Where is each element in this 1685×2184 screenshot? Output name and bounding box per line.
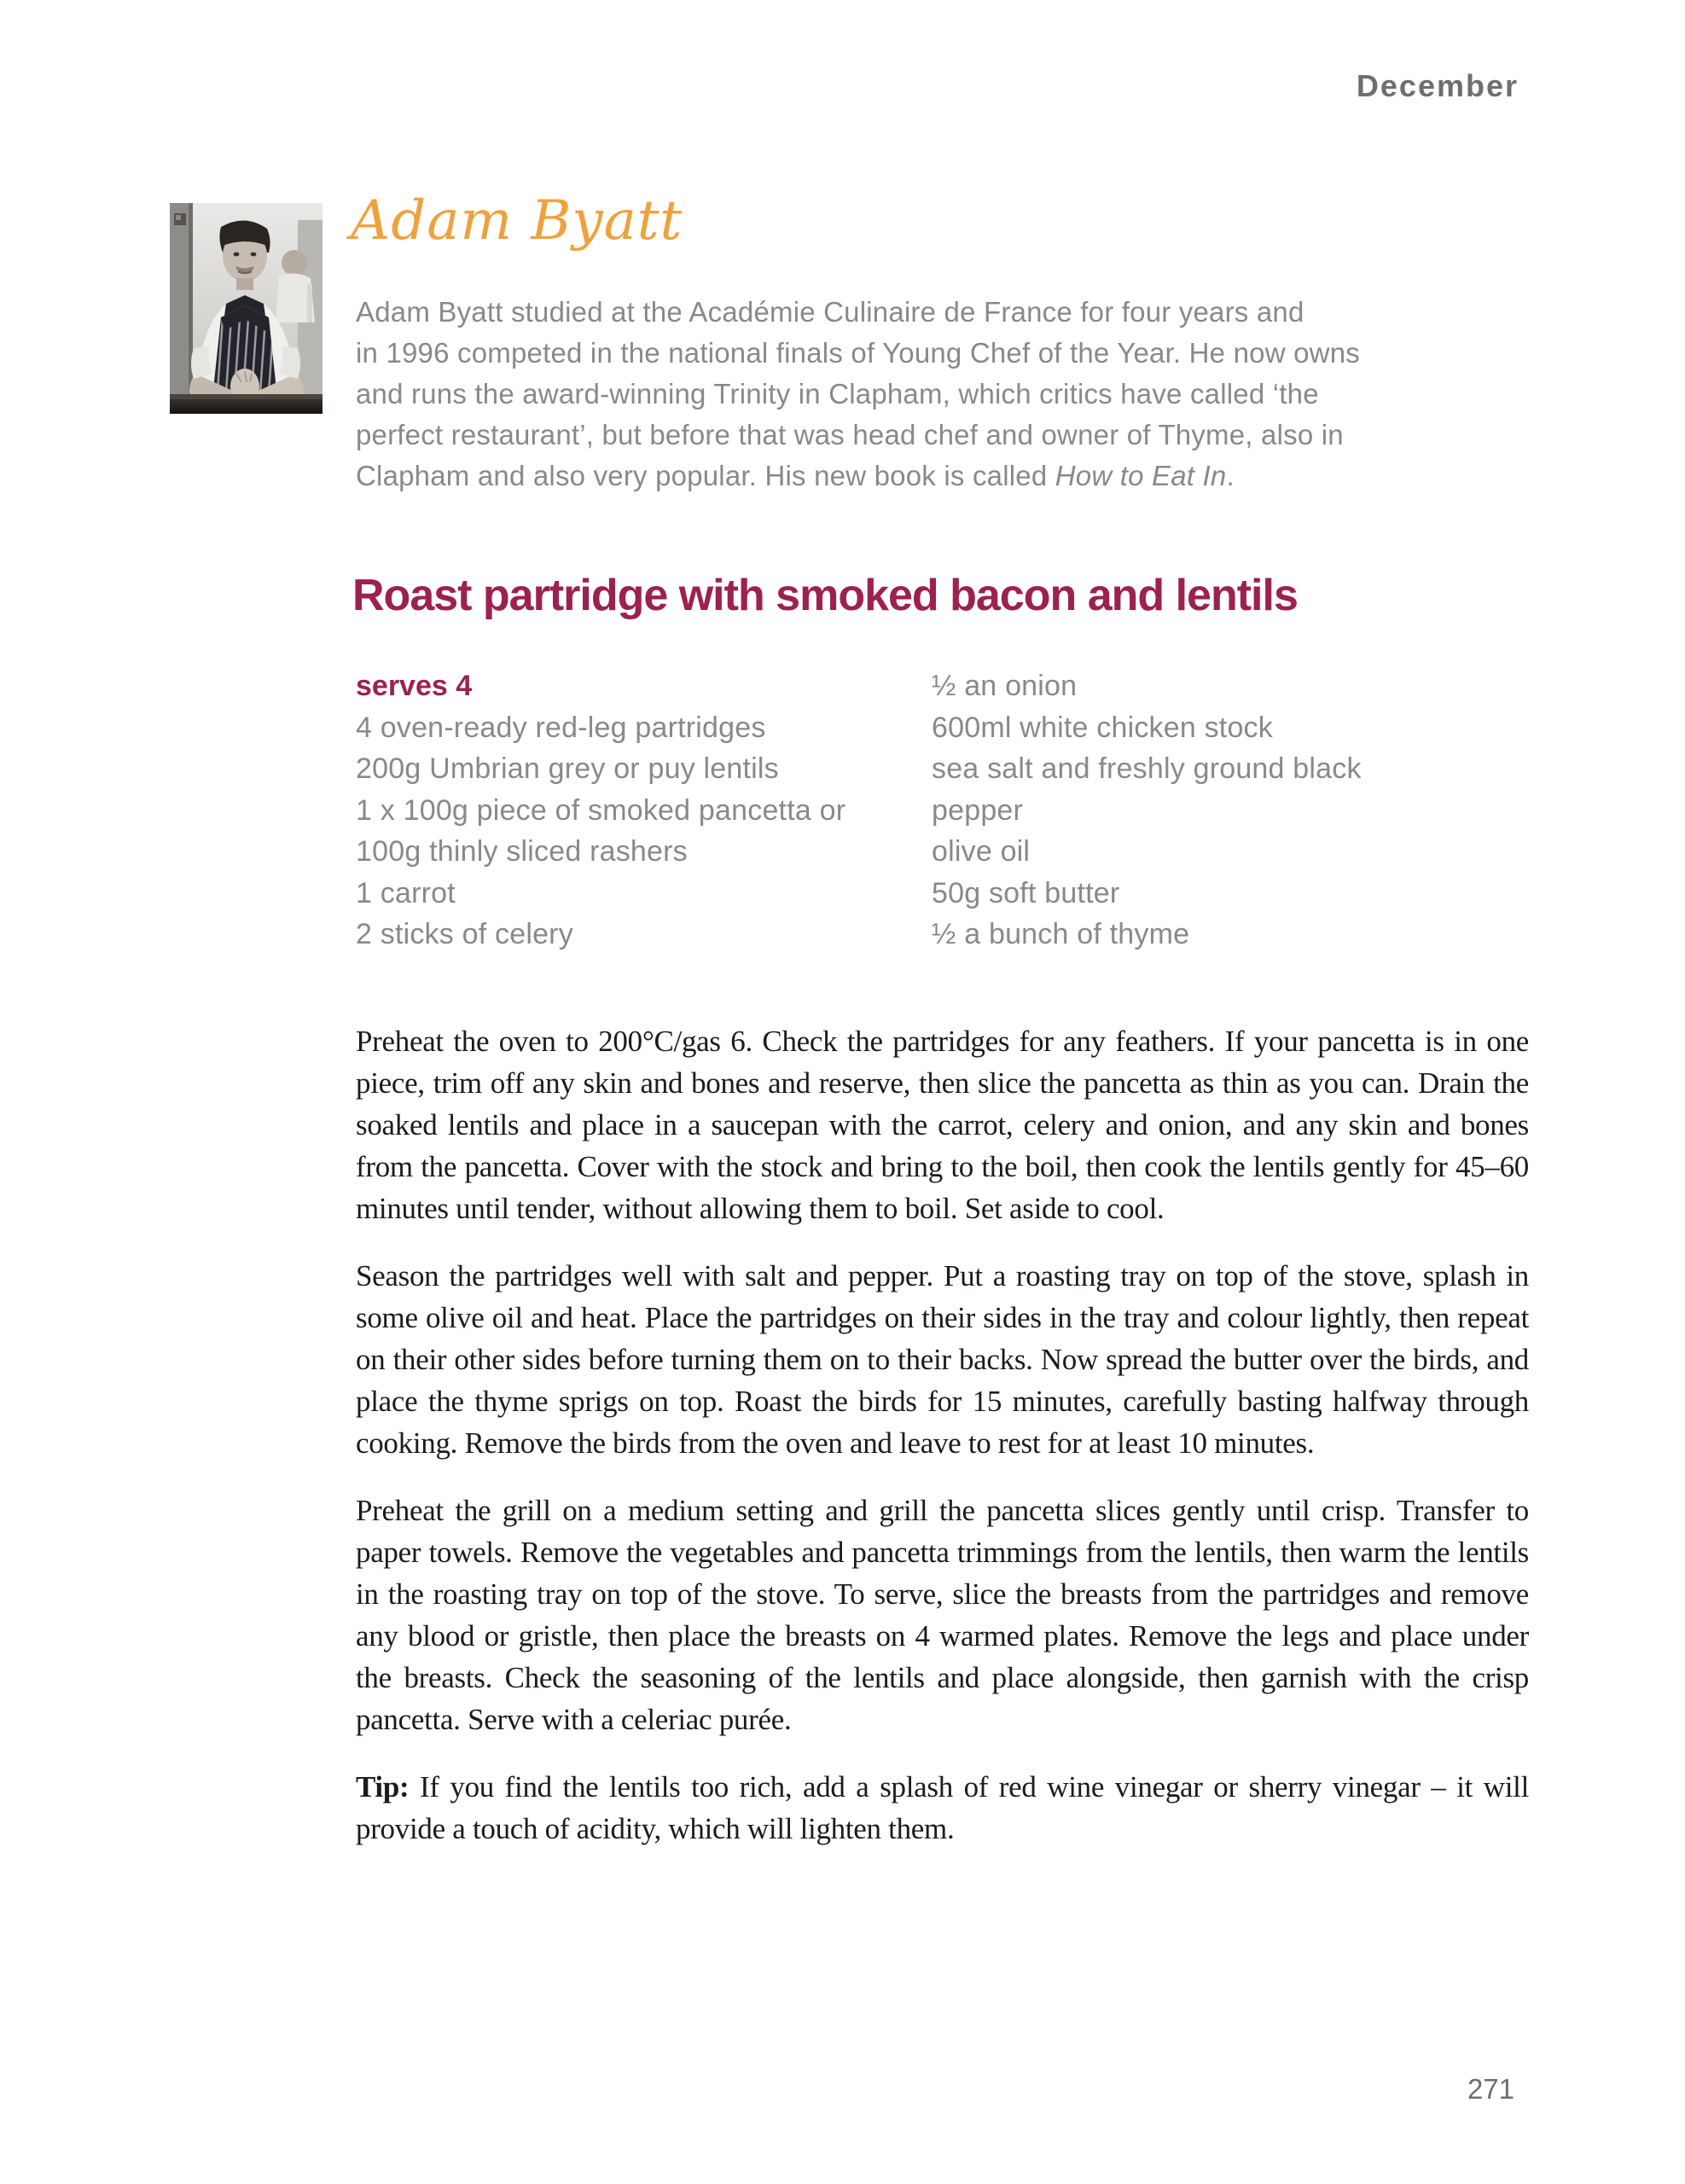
bio-line: in 1996 competed in the national finals of Young Chef of the Year. He now owns bbox=[356, 337, 1360, 369]
recipe-title: Roast partridge with smoked bacon and lentils bbox=[352, 571, 1298, 620]
recipe-method bbox=[356, 1020, 1529, 1875]
ingredient-item: 2 sticks of celery bbox=[356, 918, 573, 950]
chef-bio bbox=[356, 292, 1360, 497]
method-paragraph: Preheat the oven to 200°C/gas 6. Check the partridges for any feathers. If your pancetta is in one piece, trim off any skin and bones and reserve, then slice the pancetta as thin as you can. Drain the soaked lentils and place in a saucepan with the carrot, celery and onion, and any skin and bones from the pancetta. Cover with the stock and bring to the boil, then cook the lentils gently for 45–60 minutes until tender, without allowing them to boil. Set aside to cool. bbox=[356, 1025, 1529, 1225]
bio-line: Adam Byatt studied at the Académie Culinaire de France for four years and bbox=[356, 296, 1304, 328]
ingredient-item: pepper bbox=[932, 793, 1024, 827]
ingredient-item: 1 carrot bbox=[356, 876, 456, 909]
ingredients-column-left bbox=[356, 665, 944, 956]
page-number: 271 bbox=[1467, 2073, 1514, 2105]
ingredients-column-right bbox=[932, 665, 1495, 956]
ingredient-item: 600ml white chicken stock bbox=[932, 711, 1273, 744]
bio-text-end: . bbox=[1226, 460, 1235, 491]
ingredient-item: ½ a bunch of thyme bbox=[932, 918, 1190, 950]
ingredient-item: 200g Umbrian grey or puy lentils bbox=[356, 752, 779, 785]
book-title: How to Eat In bbox=[1055, 460, 1227, 491]
bio-text: Clapham and also very popular. His new book is called bbox=[356, 460, 1055, 491]
method-paragraph: Preheat the grill on a medium setting and grill the pancetta slices gently until crisp. Transfer to paper towels. Remove the vegetables and pancetta trimmings from the lentils, then warm the lentils in the roasting tray on top of the stove. To serve, slice the breasts from the partridges and remove any blood or gristle, then place the breasts on 4 warmed plates. Remove the legs and place under the breasts. Check the seasoning of the lentils and place alongside, then garnish with the crisp pancetta. Serve with a celeriac purée. bbox=[356, 1494, 1529, 1736]
ingredient-item: ½ an onion bbox=[932, 670, 1078, 702]
serves-label: serves 4 bbox=[356, 670, 473, 702]
method-paragraph: Season the partridges well with salt and pepper. Put a roasting tray on top of the stove, splash in some olive oil and heat. Place the partridges on their sides in the tray and colour lightly, then repeat on their other sides before turning them on to their backs. Now spread the butter over the birds, and place the thyme sprigs on top. Roast the birds for 15 minutes, carefully basting halfway through cooking. Remove the birds from the oven and leave to rest for at least 10 minutes. bbox=[356, 1259, 1529, 1460]
bio-line: perfect restaurant’, but before that was head chef and owner of Thyme, also in bbox=[356, 419, 1344, 450]
ingredient-item: olive oil bbox=[932, 835, 1031, 868]
section-label: December bbox=[1356, 68, 1519, 103]
bio-line: and runs the award-winning Trinity in Clapham, which critics have called ‘the bbox=[356, 378, 1319, 410]
bio-line-last bbox=[356, 456, 1360, 497]
ingredient-item: 50g soft butter bbox=[932, 876, 1120, 909]
tip-paragraph bbox=[356, 1766, 1529, 1850]
ingredient-item: sea salt and freshly ground black bbox=[932, 752, 1362, 785]
chef-photo bbox=[170, 203, 322, 414]
ingredient-item: 100g thinly sliced rashers bbox=[356, 835, 688, 868]
tip-text: If you find the lentils too rich, add a splash of red wine vinegar or sherry vinegar – it will provide a touch of acidity, which will lighten them. bbox=[356, 1770, 1529, 1845]
ingredient-item: 4 oven-ready red-leg partridges bbox=[356, 711, 766, 744]
ingredient-item: 1 x 100g piece of smoked pancetta or bbox=[356, 793, 846, 827]
tip-label: Tip: bbox=[356, 1770, 410, 1804]
chef-name: Adam Byatt bbox=[351, 189, 683, 253]
